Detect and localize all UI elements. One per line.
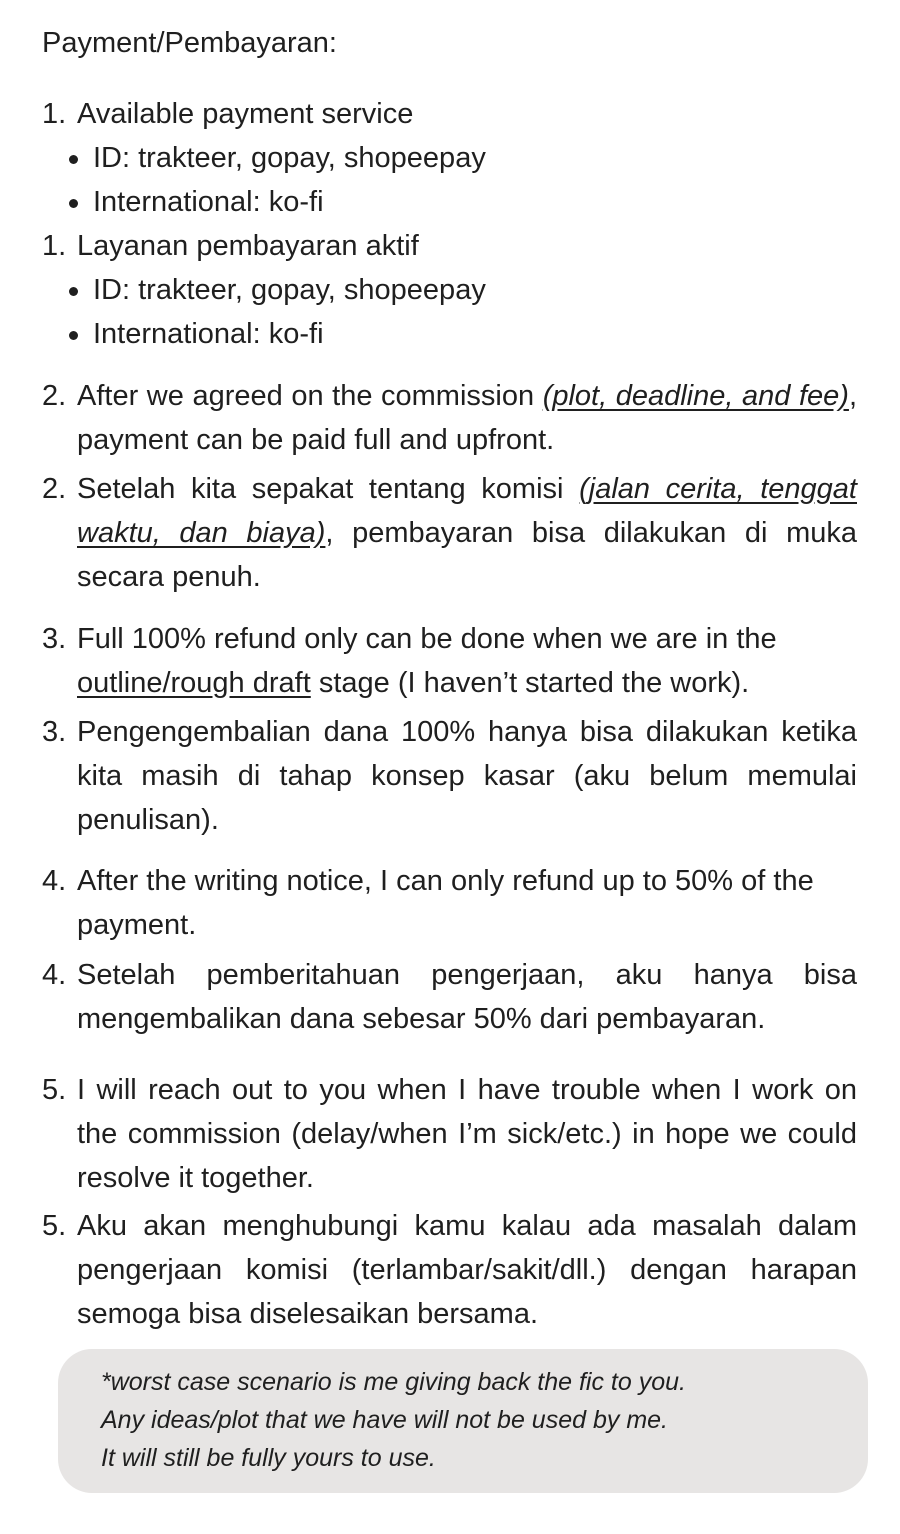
bullet-item: International: ko-fi [42,312,857,356]
bullet-item: ID: trakteer, gopay, shopeepay [42,268,857,312]
item-number: 2. [42,380,67,412]
note-line: It will still be fully yours to use. [101,1444,436,1472]
item-number: 1. [42,230,67,262]
list-item-refund-en [42,617,857,705]
list-item-contact-en [42,1068,857,1200]
item-text-post: , payment can be paid full and upfront. [77,380,857,456]
item-text: I will reach out to you when I have trouble when I work on the commission (delay/when I’m sick/etc.) in hope we could resolve it together. [77,1074,857,1194]
commission-terms-link[interactable]: (plot, deadline, and fee) [542,380,849,412]
note-line: Any ideas/plot that we have will not be used by me. [101,1406,668,1434]
bullet-item: International: ko-fi [42,180,857,224]
item-text: Aku akan menghubungi kamu kalau ada masalah dalam pengerjaan komisi (terlambar/sakit/dll.) dengan harapan semoga bisa diselesaikan bersama. [77,1210,857,1330]
item-number: 5. [42,1074,67,1106]
section-heading: Payment/Pembayaran: [42,27,337,59]
item-number: 5. [42,1210,67,1242]
list-item-refund-id [42,710,857,842]
item-text-pre: Full 100% refund only can be done when we are in the [77,623,777,655]
item-text-post: , pembayaran bisa dilakukan di muka secara penuh. [77,517,857,593]
bullet-list [42,136,857,224]
item-number: 2. [42,473,67,505]
item-text: After the writing notice, I can only refund up to 50% of the payment. [77,865,814,941]
item-number: 3. [42,716,67,748]
item-text [77,467,857,599]
item-text-pre: Setelah kita sepakat tentang komisi [77,473,580,505]
note-callout [58,1349,868,1493]
outline-draft-link[interactable]: outline/rough draft [77,667,311,699]
list-item-payment-service-en [42,92,857,224]
item-text [77,374,857,462]
list-item-contact-id [42,1204,857,1336]
item-title: Available payment service [77,98,414,130]
bullet-item: ID: trakteer, gopay, shopeepay [42,136,857,180]
item-number: 3. [42,623,67,655]
commission-terms-link[interactable]: (jalan cerita, tenggat waktu, dan biaya) [77,473,857,549]
list-item-partial-refund-en [42,859,857,947]
item-number: 1. [42,98,67,130]
item-text: Setelah pemberitahuan pengerjaan, aku hanya bisa mengembalikan dana sebesar 50% dari pembayaran. [77,959,857,1035]
list-item-agreement-id [42,467,857,599]
list-item-partial-refund-id [42,953,857,1041]
item-number: 4. [42,865,67,897]
item-number: 4. [42,959,67,991]
list-item-agreement-en [42,374,857,462]
bullet-list [42,268,857,356]
item-text: Pengengembalian dana 100% hanya bisa dilakukan ketika kita masih di tahap konsep kasar (aku belum memulai penulisan). [77,716,857,836]
note-line: *worst case scenario is me giving back the fic to you. [101,1368,686,1396]
item-text [77,617,857,705]
item-title: Layanan pembayaran aktif [77,230,419,262]
list-item-payment-service-id [42,224,857,356]
item-text-pre: After we agreed on the commission [77,380,543,412]
item-text-post: stage (I haven’t started the work). [310,667,750,699]
